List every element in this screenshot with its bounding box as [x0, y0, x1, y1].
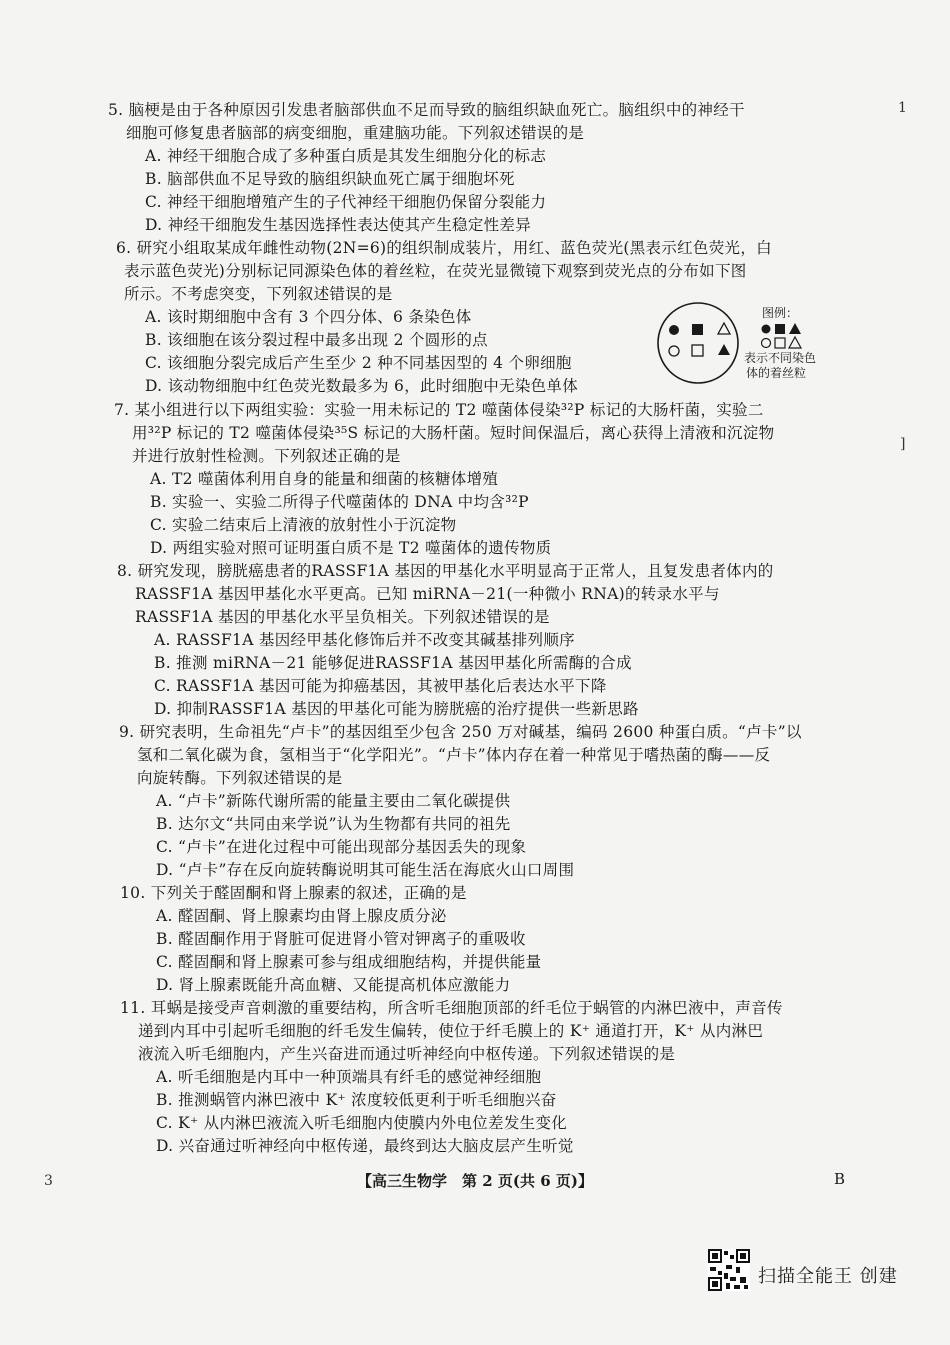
black-circle-centromere — [669, 325, 679, 335]
option-c: C. 实验二结束后上清液的放射性小于沉淀物 — [150, 516, 457, 534]
option-b: B. 推测蜗管内淋巴液中 K⁺ 浓度较低更利于听毛细胞兴奋 — [156, 1091, 557, 1109]
option-b: B. 醛固酮作用于肾脏可促进肾小管对钾离子的重吸收 — [156, 930, 526, 948]
question-stem: 表示蓝色荧光)分别标记同源染色体的着丝粒，在荧光显微镜下观察到荧光点的分布如下图 — [124, 262, 747, 280]
question-stem: 5. 脑梗是由于各种原因引发患者脑部供血不足而导致的脑组织缺血死亡。脑组织中的神经干 — [108, 101, 745, 119]
option-d: D. 兴奋通过听神经向中枢传递，最终到达大脑皮层产生听觉 — [156, 1137, 574, 1155]
option-c: C. “卢卡”在进化过程中可能出现部分基因丢失的现象 — [156, 838, 527, 856]
white-triangle-centromere — [718, 323, 730, 334]
option-d: D. 该动物细胞中红色荧光数最多为 6，此时细胞中无染色单体 — [145, 377, 579, 395]
legend-black-triangle — [789, 323, 801, 334]
option-b: B. 实验一、实验二所得子代噬菌体的 DNA 中均含³²P — [150, 493, 529, 511]
question-stem: 递到内耳中引起听毛细胞的纤毛发生偏转，使位于纤毛膜上的 K⁺ 通道打开，K⁺ 从内淋巴 — [138, 1022, 764, 1040]
question-stem: 7. 某小组进行以下两组实验：实验一用未标记的 T2 噬菌体侵染³²P 标记的大肠杆菌，实验二 — [114, 401, 764, 419]
option-c: C. 神经干细胞增殖产生的子代神经干细胞仍保留分裂能力 — [145, 193, 547, 211]
legend-title: 图例： — [762, 306, 799, 320]
white-circle-centromere — [669, 346, 679, 356]
legend-note-line: 体的着丝粒 — [746, 366, 807, 380]
legend-white-square — [775, 338, 785, 348]
legend-white-circle — [762, 339, 771, 348]
question-stem: 用³²P 标记的 T2 噬菌体侵染³⁵S 标记的大肠杆菌。短时间保温后，离心获得上清液和沉淀物 — [132, 424, 775, 442]
paper-version-letter: B — [834, 1170, 846, 1188]
option-a: A. 听毛细胞是内耳中一种顶端具有纤毛的感觉神经细胞 — [156, 1068, 542, 1086]
margin-mark: ] — [900, 436, 906, 452]
option-d: D. “卢卡”存在反向旋转酶说明其可能生活在海底火山口周围 — [156, 861, 575, 879]
option-a: A. 神经干细胞合成了多种蛋白质是其发生细胞分化的标志 — [145, 147, 547, 165]
legend-white-triangle — [789, 337, 801, 348]
legend-black-circle — [762, 325, 771, 334]
option-a: A. 该时期细胞中含有 3 个四分体、6 条染色体 — [145, 308, 472, 326]
question-stem: 10. 下列关于醛固酮和肾上腺素的叙述，正确的是 — [120, 884, 467, 902]
option-a: A. “卢卡”新陈代谢所需的能量主要由二氧化碳提供 — [156, 792, 511, 810]
legend-note — [744, 351, 816, 381]
option-d: D. 抑制RASSF1A 基因的甲基化可能为膀胱癌的治疗提供一些新思路 — [154, 700, 639, 718]
option-b: B. 达尔文“共同由来学说”认为生物都有共同的祖先 — [156, 815, 511, 833]
option-b: B. 推测 miRNA－21 能够促进RASSF1A 基因甲基化所需酶的合成 — [154, 654, 632, 672]
option-c: C. 该细胞分裂完成后产生至少 2 种不同基因型的 4 个卵细胞 — [145, 354, 572, 372]
option-a: A. 醛固酮、肾上腺素均由肾上腺皮质分泌 — [156, 907, 447, 925]
option-d: D. 神经干细胞发生基因选择性表达使其产生稳定性差异 — [145, 216, 532, 234]
page-footer: 【高三生物学 第 2 页(共 6 页)】 — [357, 1172, 593, 1190]
option-b: B. 该细胞在该分裂过程中最多出现 2 个圆形的点 — [145, 331, 488, 349]
question-stem: 11. 耳蜗是接受声音刺激的重要结构，所含听毛细胞顶部的纤毛位于蜗管的内淋巴液中，声音传 — [120, 999, 783, 1017]
option-a: A. T2 噬菌体利用自身的能量和细菌的核糖体增殖 — [150, 470, 499, 488]
question-stem: 向旋转酶。下列叙述错误的是 — [137, 769, 343, 787]
question-stem: 6. 研究小组取某成年雌性动物(2N=6)的组织制成装片，用红、蓝色荧光(黑表示红色荧光，白 — [116, 239, 772, 257]
margin-mark: 3 — [44, 1173, 53, 1189]
question-stem: 并进行放射性检测。下列叙述正确的是 — [132, 447, 401, 465]
qr-code-icon — [708, 1249, 750, 1291]
option-d: D. 两组实验对照可证明蛋白质不是 T2 噬菌体的遗传物质 — [150, 539, 552, 557]
black-square-centromere — [692, 324, 703, 335]
white-square-centromere — [692, 345, 703, 356]
legend-black-square — [775, 324, 785, 334]
option-c: C. RASSF1A 基因可能为抑癌基因，其被甲基化后表达水平下降 — [154, 677, 607, 695]
question-stem: 液流入听毛细胞内，产生兴奋进而通过听神经向中枢传递。下列叙述错误的是 — [138, 1045, 676, 1063]
option-c: C. 醛固酮和肾上腺素可参与组成细胞结构，并提供能量 — [156, 953, 542, 971]
black-triangle-centromere — [718, 344, 730, 355]
question-stem: 氢和二氧化碳为食，氢相当于“化学阳光”。“卢卡”体内存在着一种常见于嗜热菌的酶——反 — [137, 746, 771, 764]
margin-mark: 1 — [898, 100, 907, 116]
legend-note-line: 表示不同染色 — [744, 351, 817, 365]
option-d: D. 肾上腺素既能升高血糖、又能提高机体应激能力 — [156, 976, 511, 994]
question-stem: 8. 研究发现，膀胱癌患者的RASSF1A 基因的甲基化水平明显高于正常人，且复发患者体内的 — [117, 562, 774, 580]
option-c: C. K⁺ 从内淋巴液流入听毛细胞内使膜内外电位差发生变化 — [156, 1114, 568, 1132]
option-a: A. RASSF1A 基因经甲基化修饰后并不改变其碱基排列顺序 — [154, 631, 575, 649]
cell-outline — [658, 303, 738, 383]
question-stem: RASSF1A 基因甲基化水平更高。已知 miRNA－21(一种微小 RNA)的转录水平与 — [135, 585, 720, 603]
option-b: B. 脑部供血不足导致的脑组织缺血死亡属于细胞坏死 — [145, 170, 515, 188]
question-stem: 细胞可修复患者脑部的病变细胞，重建脑功能。下列叙述错误的是 — [126, 124, 585, 142]
question-stem: 所示。不考虑突变，下列叙述错误的是 — [124, 285, 393, 303]
question-stem: 9. 研究表明，生命祖先“卢卡”的基因组至少包含 250 万对碱基，编码 2600 种蛋白质。“卢卡”以 — [119, 723, 802, 741]
scanner-watermark-label: 扫描全能王 创建 — [758, 1266, 898, 1287]
question-stem: RASSF1A 基因的甲基化水平呈负相关。下列叙述错误的是 — [135, 608, 550, 626]
